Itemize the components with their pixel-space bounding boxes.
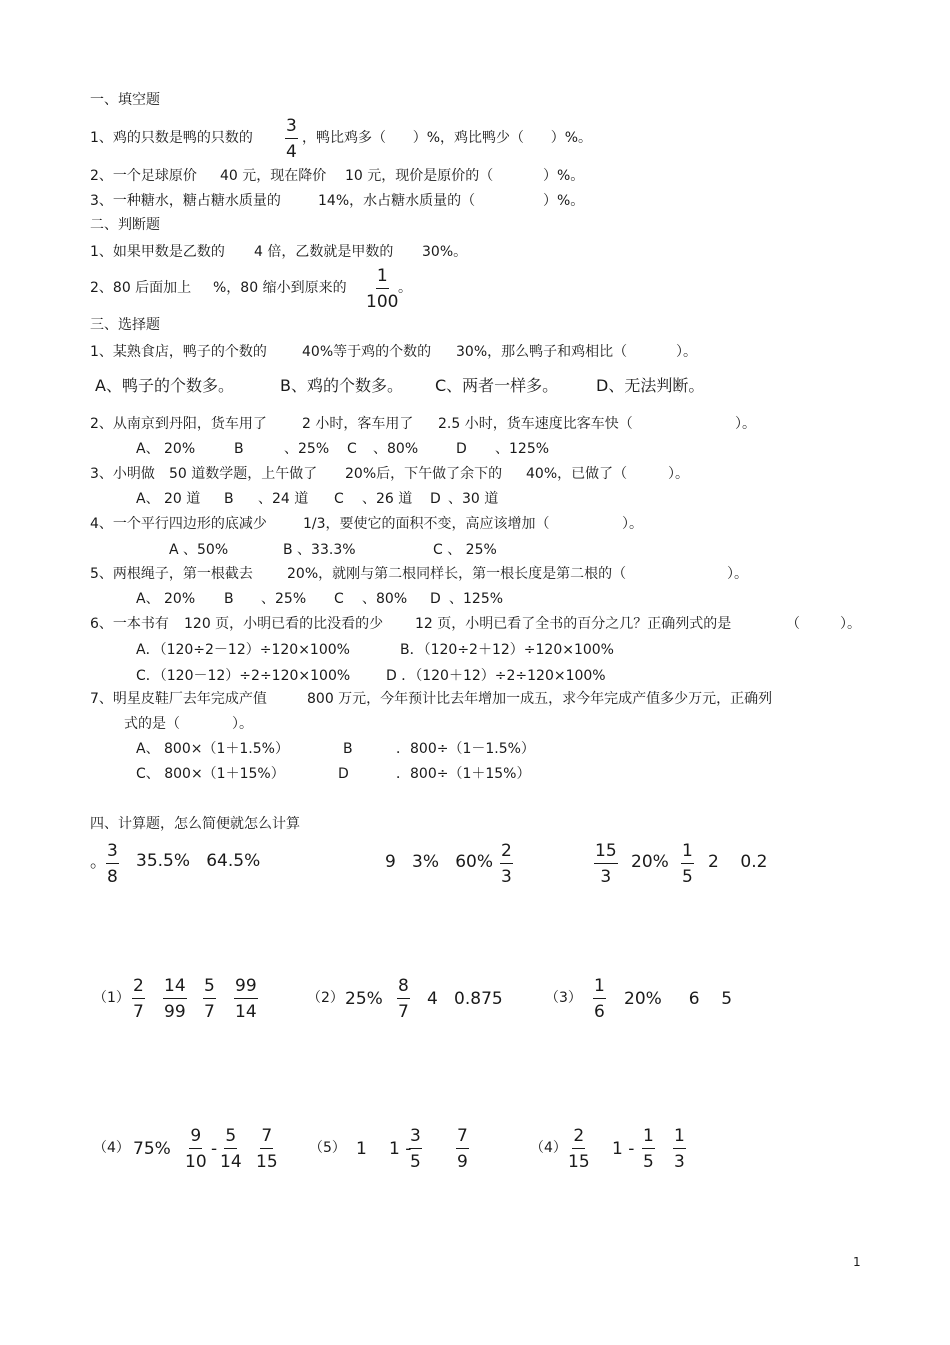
q3-2-option-b-value: 、25%	[284, 441, 330, 457]
q3-3-text-e: ）。	[668, 466, 689, 482]
q3-4-text-a: 4、一个平行四边形的底减少	[90, 516, 267, 532]
numerator: 99	[234, 978, 258, 999]
denominator: 8	[107, 867, 118, 887]
denominator: 5	[643, 1152, 654, 1172]
numerator: 1	[673, 1128, 686, 1149]
q3-5-option-c-label: C	[334, 591, 344, 607]
q3-5-text-a: 5、两根绳子，第一根截去	[90, 566, 253, 582]
q3-1-text-d: ）。	[676, 344, 697, 360]
q3-1-option-b: B、鸡的个数多。	[280, 376, 403, 395]
q3-7-text-c: 式的是（	[124, 716, 180, 732]
denominator: 99	[164, 1002, 186, 1022]
row3-fraction-5	[456, 1128, 469, 1171]
q3-7-option-b-value: ．800÷（1－1.5%）	[396, 741, 535, 757]
q1-2-text-b: 40 元，现在降价	[220, 168, 327, 184]
q1-3-text-b: 14%，水占糖水质量的（	[318, 193, 476, 209]
denominator: 14	[235, 1002, 257, 1022]
denominator: 5	[682, 867, 693, 887]
q3-1-text-a: 1、某熟食店，鸭子的个数的	[90, 344, 267, 360]
q3-7-text-d: ）。	[232, 716, 253, 732]
q3-7-text-a: 7、明星皮鞋厂去年完成产值	[90, 691, 267, 707]
q3-6-option-b: B．（120÷2＋12）÷120×100%	[400, 642, 614, 658]
q3-5-text-c: ）。	[727, 566, 748, 582]
numerator: 2	[500, 843, 513, 864]
row3-minus: -	[211, 1139, 218, 1159]
numerator: 1	[642, 1128, 655, 1149]
denominator: 100	[366, 292, 399, 312]
numerator: 5	[224, 1128, 237, 1149]
q3-1-option-c: C、两者一样多。	[435, 376, 559, 395]
q1-3-text-a: 3、一种糖水，糖占糖水质量的	[90, 193, 281, 209]
numerator: 2	[132, 978, 145, 999]
q3-7-option-d-label: D	[338, 766, 349, 782]
q3-2-text-a: 2、从南京到丹阳，货车用了	[90, 416, 267, 432]
q3-2-option-c-label: C	[347, 441, 357, 457]
row2-label-1: （1）	[93, 990, 130, 1006]
q1-1-text-b: ，鸭比鸡多（ ）%，鸡比鸭少（ ）%。	[302, 130, 593, 146]
numerator: 1	[376, 268, 389, 289]
numerator: 7	[456, 1128, 469, 1149]
denominator: 7	[133, 1002, 144, 1022]
q3-7-option-b-label: B	[343, 741, 353, 757]
q3-3-option-c-value: 、26 道	[362, 491, 413, 507]
q3-5-option-a: A、 20%	[136, 591, 196, 607]
row1-p2-fraction	[500, 843, 513, 886]
q3-4-option-c: C 、 25%	[433, 542, 497, 558]
q3-5-option-d-label: D	[430, 591, 441, 607]
row3-fraction-8	[673, 1128, 686, 1171]
q3-5-text-b: 20%，就刚与第二根同样长，第一根长度是第二根的（	[287, 566, 627, 582]
q3-3-option-c-label: C	[334, 491, 344, 507]
q3-6-option-c: C．（120－12）÷2÷120×100%	[136, 668, 351, 684]
row1-p3-fraction-1	[594, 843, 618, 886]
q3-6-text-d: （	[786, 616, 800, 632]
numerator: 2	[572, 1128, 585, 1149]
q3-3-text-b: 50 道数学题，上午做了	[169, 466, 318, 482]
q3-1-option-d: D、无法判断。	[596, 376, 705, 395]
q3-7-option-a: A、 800×（1＋1.5%）	[136, 741, 289, 757]
denominator: 15	[256, 1152, 278, 1172]
q3-4-text-b: 1/3，要使它的面积不变，高应该增加（	[303, 516, 550, 532]
row2-fraction-2	[163, 978, 187, 1021]
q1-3-text-c: ）%。	[543, 193, 585, 209]
q3-4-option-a: A 、50%	[169, 542, 229, 558]
numerator: 3	[106, 843, 119, 864]
row2-fraction-5	[397, 978, 410, 1021]
q3-3-text-a: 3、小明做	[90, 466, 155, 482]
q3-6-text-a: 6、一本书有	[90, 616, 169, 632]
row1-p3-text-2: 2 0.2	[708, 852, 768, 872]
denominator: 7	[398, 1002, 409, 1022]
q3-2-text-d: ）。	[735, 416, 756, 432]
denominator: 5	[410, 1152, 421, 1172]
q2-1-text-b: 4 倍，乙数就是甲数的	[254, 244, 394, 260]
q2-2-text-c: 。	[398, 280, 412, 296]
q3-5-option-b-value: 、25%	[261, 591, 307, 607]
row2-text-2b: 4 0.875	[427, 989, 503, 1009]
row3-label-3: （4）	[530, 1140, 567, 1156]
q3-3-text-d: 40%，已做了（	[526, 466, 628, 482]
row3-fraction-3	[256, 1128, 278, 1171]
numerator: 1	[593, 978, 606, 999]
section-2-heading: 二、判断题	[90, 217, 160, 233]
q1-2-text-c: 10 元，现价是原价的（	[345, 168, 494, 184]
q2-1-text-a: 1、如果甲数是乙数的	[90, 244, 225, 260]
q3-3-option-d-label: D	[430, 491, 441, 507]
q3-4-option-b: B 、33.3%	[283, 542, 356, 558]
denominator: 15	[568, 1152, 590, 1172]
q1-2-text-d: ）%。	[543, 168, 585, 184]
section-1-heading: 一、填空题	[90, 92, 160, 108]
q3-6-text-b: 120 页，小明已看的比没看的少	[184, 616, 384, 632]
denominator: 10	[185, 1152, 207, 1172]
numerator: 3	[285, 118, 298, 139]
q2-2-text-a: 2、80 后面加上	[90, 280, 192, 296]
row3-fraction-4	[409, 1128, 422, 1171]
row1-p3-fraction-2	[681, 843, 694, 886]
row3-fraction-6	[568, 1128, 590, 1171]
row2-fraction-4	[234, 978, 258, 1021]
denominator: 6	[594, 1002, 605, 1022]
q1-1-text-a: 1、鸡的只数是鸭的只数的	[90, 130, 253, 146]
row2-label-2: （2）	[307, 990, 344, 1006]
row1-p1-text: 35.5% 64.5%	[136, 851, 261, 871]
q3-3-text-c: 20%后，下午做了余下的	[345, 466, 503, 482]
numerator: 3	[409, 1128, 422, 1149]
section-3-heading: 三、选择题	[90, 317, 160, 333]
q3-5-option-b-label: B	[224, 591, 234, 607]
page-number: 1	[853, 1255, 861, 1269]
row3-text-1: 75%	[133, 1139, 171, 1159]
denominator: 4	[286, 142, 297, 162]
q3-7-option-c: C、 800×（1＋15%）	[136, 766, 285, 782]
row2-fraction-3	[203, 978, 216, 1021]
section-4-heading: 四、计算题，怎么简便就怎么计算	[90, 816, 300, 832]
q3-6-option-a: A．（120÷2－12）÷120×100%	[136, 642, 350, 658]
q3-7-text-b: 800 万元，今年预计比去年增加一成五，求今年完成产值多少万元，正确列	[307, 691, 773, 707]
denominator: 3	[600, 867, 612, 887]
q3-6-option-d: D ．（120＋12）÷2÷120×100%	[386, 668, 606, 684]
q3-2-text-b: 2 小时，客车用了	[302, 416, 414, 432]
q3-2-option-a: A、 20%	[136, 441, 196, 457]
q3-3-option-d-value: 、30 道	[448, 491, 499, 507]
row3-fraction-1	[185, 1128, 207, 1171]
q3-6-text-e: ）。	[840, 616, 861, 632]
denominator: 7	[204, 1002, 215, 1022]
row3-fraction-2	[220, 1128, 242, 1171]
row2-fraction-6	[593, 978, 606, 1021]
numerator: 5	[203, 978, 216, 999]
denominator: 3	[501, 867, 512, 887]
q3-1-text-b: 40%等于鸡的个数的	[302, 344, 432, 360]
numerator: 1	[681, 843, 694, 864]
q3-1-option-a: A、鸭子的个数多。	[95, 376, 234, 395]
q3-4-text-c: ）。	[622, 516, 643, 532]
row3-text-3: 1 -	[612, 1139, 635, 1159]
q3-2-option-b-label: B	[234, 441, 244, 457]
q3-7-option-d-value: ．800÷（1＋15%）	[396, 766, 531, 782]
q1-2-text-a: 2、一个足球原价	[90, 168, 197, 184]
row3-text-2a: 1	[356, 1139, 367, 1159]
q3-5-option-c-value: 、80%	[362, 591, 408, 607]
denominator: 14	[220, 1152, 242, 1172]
numerator: 15	[594, 843, 618, 864]
row2-text-2a: 25%	[345, 989, 383, 1009]
row3-fraction-7	[642, 1128, 655, 1171]
row3-label-2: （5）	[309, 1140, 346, 1156]
numerator: 14	[163, 978, 187, 999]
row2-fraction-1	[132, 978, 145, 1021]
row3-text-2b: 1 -	[389, 1139, 412, 1159]
row2-label-3: （3）	[545, 990, 582, 1006]
row1-lead: 。	[90, 852, 107, 872]
q3-2-option-d-label: D	[456, 441, 467, 457]
numerator: 7	[260, 1128, 273, 1149]
numerator: 9	[189, 1128, 202, 1149]
q3-2-text-c: 2.5 小时，货车速度比客车快（	[438, 416, 633, 432]
q3-6-text-c: 12 页，小明已看了全书的百分之几？正确列式的是	[415, 616, 732, 632]
denominator: 9	[457, 1152, 468, 1172]
denominator: 3	[674, 1152, 685, 1172]
q2-2-text-b: %，80 缩小到原来的	[213, 280, 347, 296]
row2-text-3: 20% 6 5	[624, 989, 733, 1009]
q2-2-fraction	[366, 268, 398, 311]
q3-3-option-b-value: 、24 道	[258, 491, 309, 507]
q1-1-fraction	[285, 118, 298, 161]
q2-1-text-c: 30%。	[422, 244, 468, 260]
q3-3-option-a: A、 20 道	[136, 491, 201, 507]
row1-p2-text: 9 3% 60%	[385, 852, 493, 872]
numerator: 8	[397, 978, 410, 999]
row1-p1-fraction	[106, 843, 119, 886]
q3-3-option-b-label: B	[224, 491, 234, 507]
q3-2-option-c-value: 、80%	[373, 441, 419, 457]
row3-label-1: （4）	[93, 1140, 130, 1156]
q3-1-text-c: 30%，那么鸭子和鸡相比（	[456, 344, 628, 360]
q3-2-option-d-value: 、125%	[495, 441, 550, 457]
q3-5-option-d-value: 、125%	[449, 591, 504, 607]
row1-p3-text-1: 20%	[631, 852, 669, 872]
